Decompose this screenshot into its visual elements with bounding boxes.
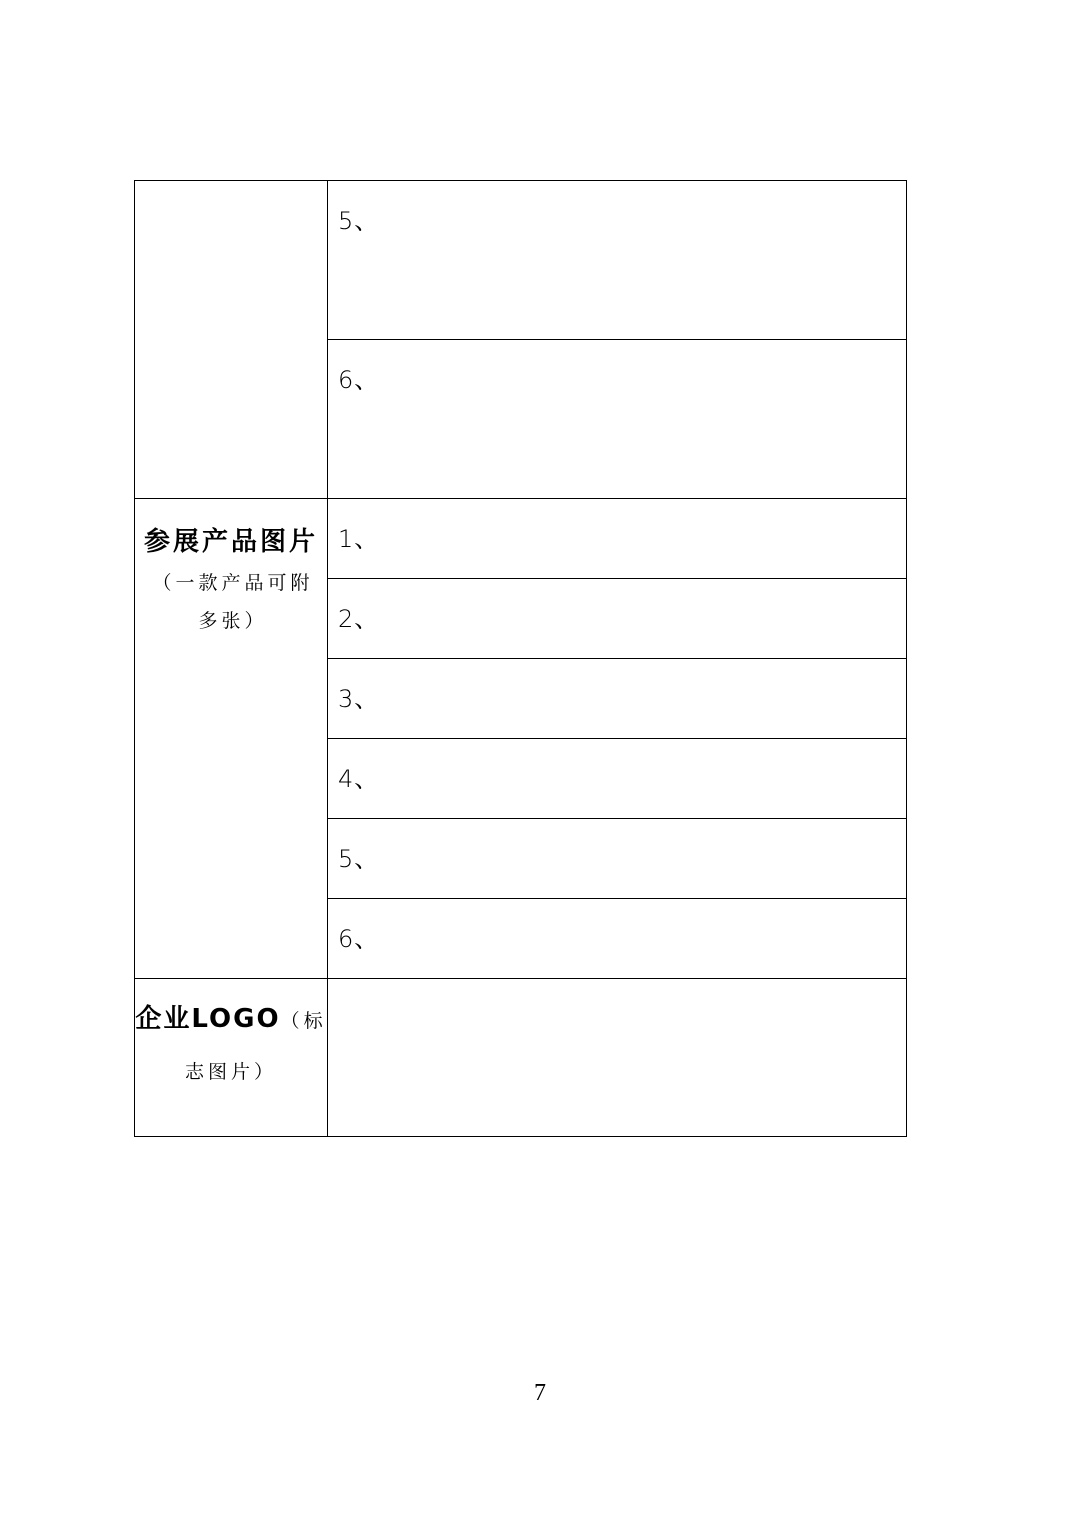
item-cell[interactable] (328, 659, 907, 739)
empty-label-cell (135, 181, 328, 499)
item-number: 3、 (338, 684, 380, 713)
table-row (135, 979, 907, 1137)
item-cell[interactable] (328, 819, 907, 899)
table-row (135, 181, 907, 340)
logo-label-paren: （标 (280, 1010, 327, 1032)
product-images-label: 参展产品图片 (143, 527, 318, 557)
product-images-label-cell (135, 499, 328, 979)
form-table (134, 180, 907, 1137)
product-images-note: （一款产品可附多张） (152, 572, 314, 632)
logo-label (135, 979, 327, 1040)
item-number: 4、 (338, 764, 380, 793)
item-cell[interactable] (328, 899, 907, 979)
item-cell[interactable] (328, 579, 907, 659)
item-cell[interactable] (328, 739, 907, 819)
item-number: 6、 (338, 366, 380, 394)
table-row (135, 499, 907, 579)
item-cell[interactable] (328, 340, 907, 499)
item-number: 5、 (338, 207, 380, 235)
logo-label-line2: 志图片） (184, 1061, 277, 1083)
item-cell[interactable] (328, 499, 907, 579)
item-number: 6、 (338, 924, 380, 953)
page-number: 7 (534, 1380, 546, 1406)
item-number: 5、 (338, 844, 380, 873)
item-cell[interactable] (328, 181, 907, 340)
logo-upload-cell[interactable] (328, 979, 907, 1137)
item-number: 2、 (338, 604, 380, 633)
item-number: 1、 (338, 524, 380, 553)
logo-label-bold: 企业LOGO (135, 1004, 281, 1034)
logo-label-cell (135, 979, 328, 1137)
